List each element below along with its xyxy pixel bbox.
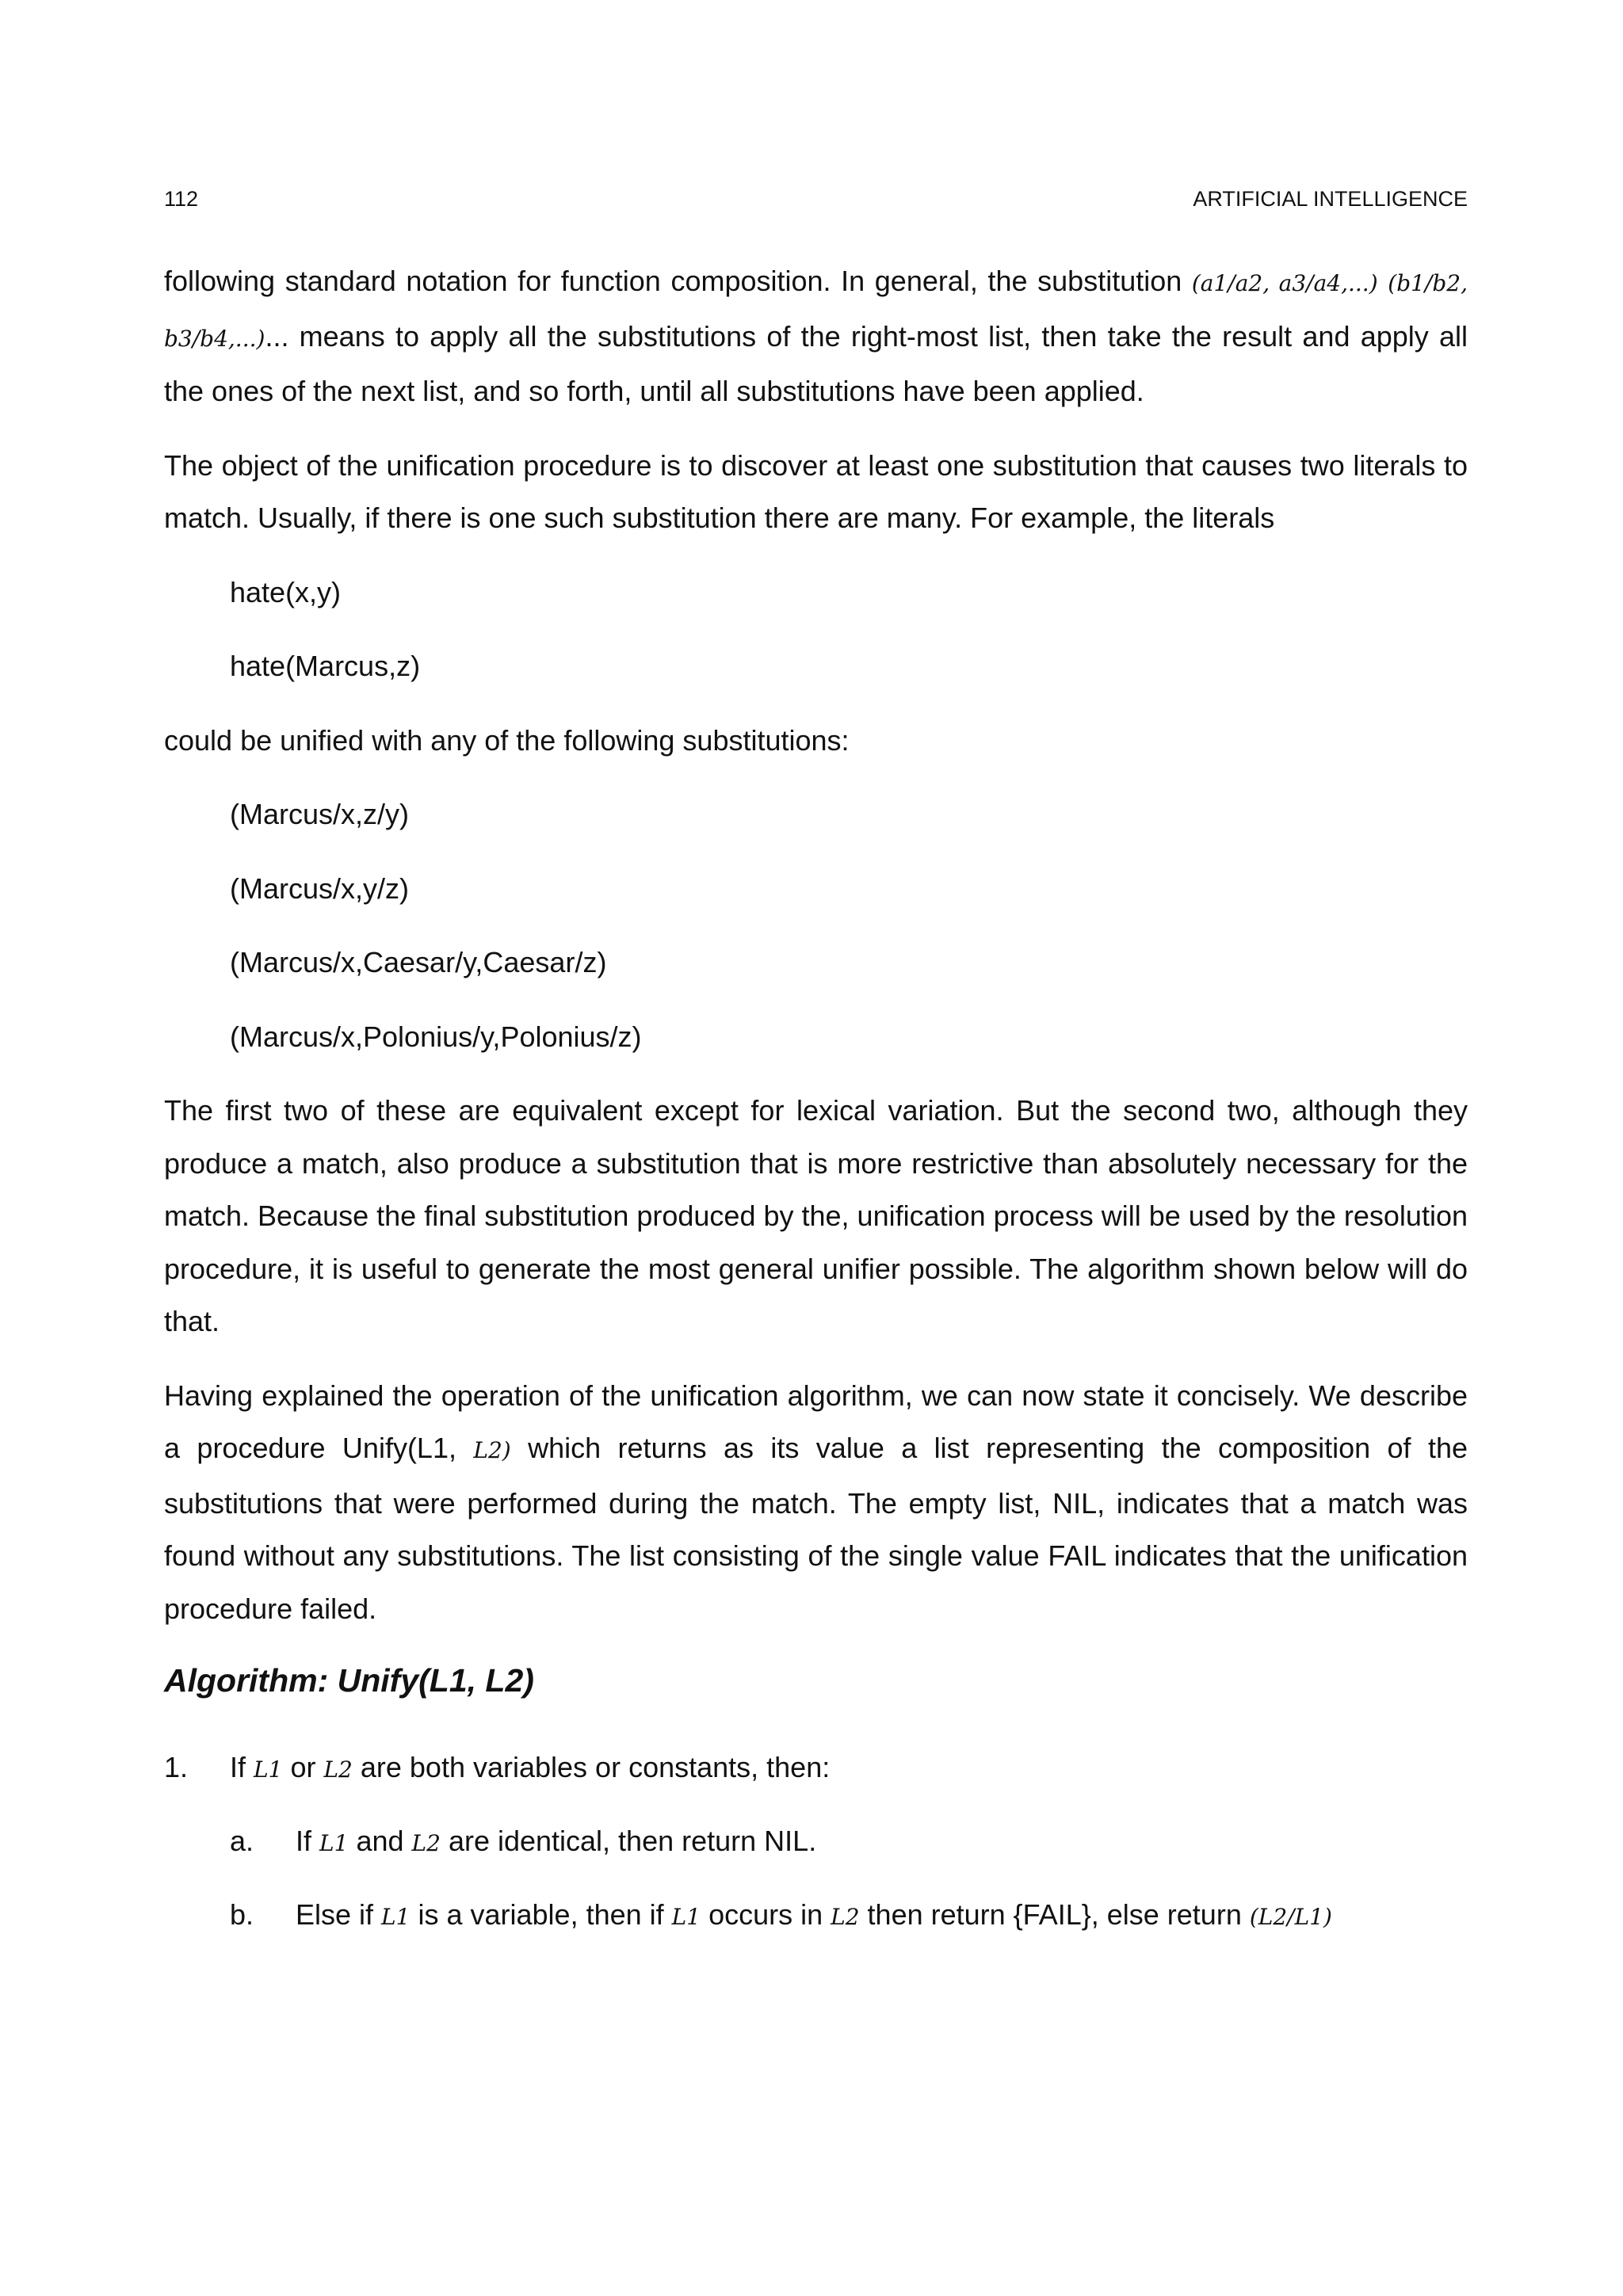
body-content (164, 255, 1468, 1965)
paragraph-lexical-variation: The first two of these are equivalent except for lexical variation. But the second two, although they produce a match, also produce a substitution that is more restrictive than absolutely necessary for the match. Because the final substitution produced by the, unification process will be used by the resolution procedure, it is useful to generate the most general unifier possible. The algorithm shown below will do that. (164, 1094, 1468, 1337)
step-text (296, 1817, 816, 1867)
step-text-part: are both variables or constants, then: (352, 1751, 831, 1783)
paragraph-composition (164, 255, 1468, 418)
math-expression: (a1/a2, a3/a4,...) (1191, 270, 1378, 296)
step-text (230, 1744, 830, 1794)
page-header (164, 187, 1468, 219)
algorithm-step-1b (230, 1891, 1468, 1941)
algorithm-step-1 (164, 1744, 1468, 1794)
step-text-part: or (282, 1751, 324, 1783)
step-text-part: is a variable, then if (410, 1898, 672, 1931)
math-expression: (L2/L1) (1249, 1904, 1332, 1930)
math-variable: L1 (671, 1904, 701, 1930)
paragraph-text: following standard notation for function composition. In general, the substitution (164, 265, 1192, 297)
math-variable: L1 (254, 1756, 283, 1783)
paragraph-text: which returns as its value a list representing the composition of the substitutions that were performed during the match. The empty list, NIL, indicates that a match was found without any substitutions. The list consisting of the single value FAIL indicates that the unification procedure failed. (164, 1432, 1468, 1625)
step-text-part: occurs in (701, 1898, 831, 1931)
paragraph-text (1378, 265, 1388, 297)
paragraph-text: Having explained the operation of the unification algorithm, we can now state it concisely. We describe a procedure Unify(L1, (164, 1379, 1468, 1464)
substep-letter: b. (230, 1898, 254, 1931)
math-expression: L2) (473, 1437, 511, 1463)
math-variable: L2 (411, 1830, 441, 1856)
substitution-line: (Marcus/x,Caesar/y,Caesar/z) (230, 946, 607, 978)
math-variable: L2 (323, 1756, 353, 1783)
substep-letter: a. (230, 1825, 254, 1857)
running-title: ARTIFICIAL INTELLIGENCE (1193, 187, 1468, 211)
step-text-part: Else if (296, 1898, 382, 1931)
math-variable: L1 (381, 1904, 411, 1930)
algorithm-step-1a (230, 1817, 1468, 1867)
math-variable: L2 (831, 1904, 860, 1930)
substitution-line: (Marcus/x,y/z) (230, 871, 410, 905)
step-text-part: are identical, then return NIL. (440, 1825, 817, 1857)
page-number: 112 (164, 187, 199, 211)
literal-line: hate(Marcus,z) (230, 650, 421, 682)
paragraph-unification-object: The object of the unification procedure is to discover at least one substitution that causes two literals to match. Usually, if there is one such substitution there are many. For example, the literals (164, 448, 1468, 534)
math-variable: L1 (319, 1830, 349, 1856)
step-text-part: and (348, 1825, 412, 1857)
math-expression: (b1/b2, b3/b4,...) (164, 270, 1468, 352)
algorithm-heading: Algorithm: Unify(L1, L2) (164, 1662, 534, 1699)
step-number: 1. (164, 1751, 189, 1783)
substitution-line: (Marcus/x,z/y) (230, 798, 410, 830)
paragraph-unified-with: could be unified with any of the following substitutions: (164, 723, 850, 757)
step-text-part: If (230, 1751, 254, 1783)
paragraph-text: ... means to apply all the substitutions of the right-most list, then take the result and apply all the ones of the next list, and so forth, until all substitutions have been applied. (164, 319, 1468, 407)
step-text (296, 1891, 1332, 1941)
step-text-part: then return {FAIL}, else return (859, 1898, 1250, 1931)
literal-line: hate(x,y) (230, 575, 342, 608)
step-text-part: If (296, 1825, 320, 1857)
paragraph-procedure-description (164, 1370, 1468, 1636)
substitution-line: (Marcus/x,Polonius/y,Polonius/z) (230, 1020, 642, 1053)
